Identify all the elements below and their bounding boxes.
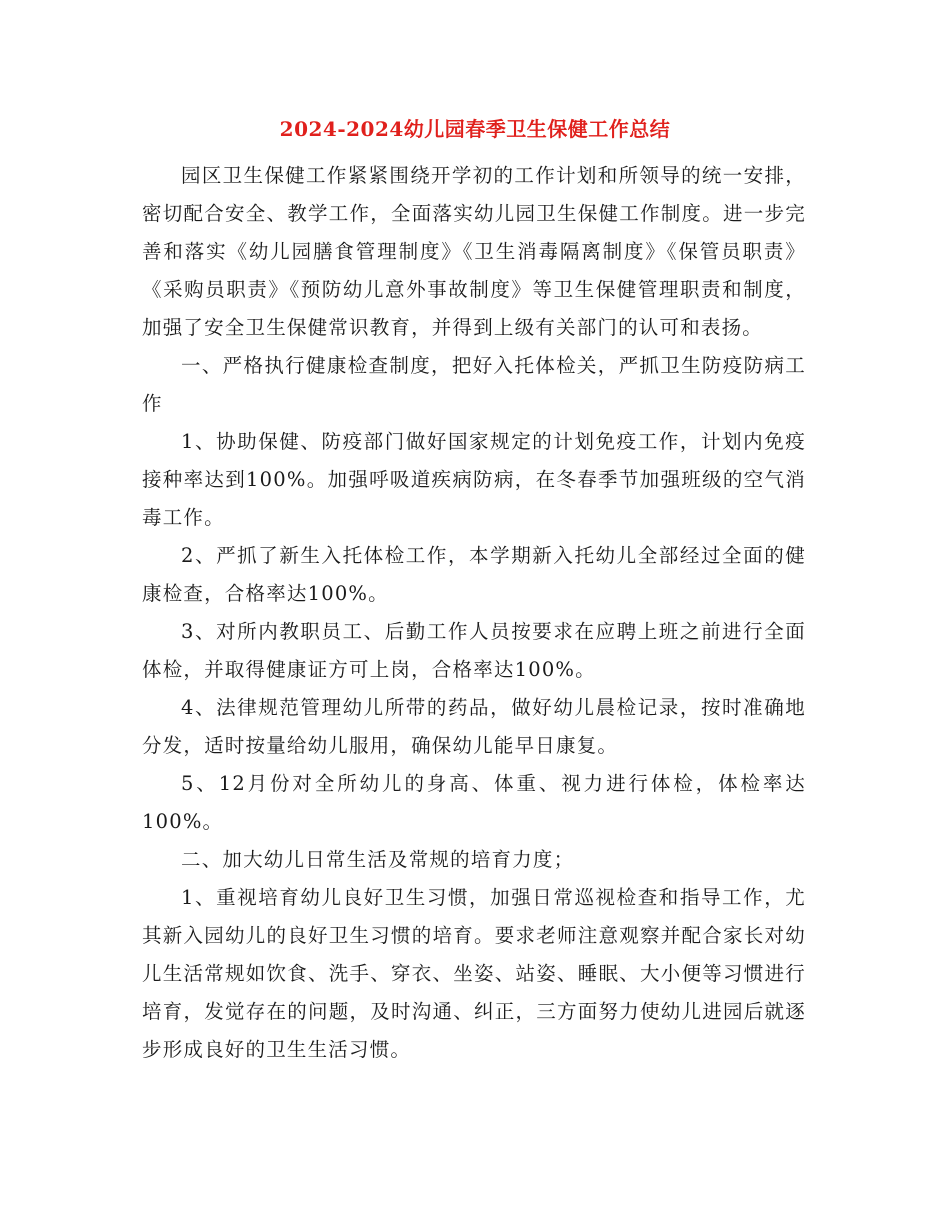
section-heading-2: 二、加大幼儿日常生活及常规的培育力度； — [181, 848, 575, 871]
paragraph-item-1-5: 5、12月份对全所幼儿的身高、体重、视力进行体检，体检率达100%。 — [142, 772, 806, 833]
paragraph-item-1-3: 3、对所内教职员工、后勤工作人员按要求在应聘上班之前进行全面体检，并取得健康证方可上岗，合格率达100%。 — [142, 620, 806, 681]
paragraph-item-2-1: 1、重视培育幼儿良好卫生习惯，加强日常巡视检查和指导工作，尤其新入园幼儿的良好卫生习惯的培育。要求老师注意观察并配合家长对幼儿生活常规如饮食、洗手、穿衣、坐姿、站姿、睡眠、大小便等习惯进行培育，发觉存在的问题，及时沟通、纠正，三方面努力使幼儿进园后就逐步形成良好的卫生生活习惯。 — [142, 886, 806, 1061]
section-heading-1: 一、严格执行健康检查制度，把好入托体检关，严抓卫生防疫防病工作 — [142, 354, 806, 415]
paragraph-item-1-4: 4、法律规范管理幼儿所带的药品，做好幼儿晨检记录，按时准确地分发，适时按量给幼儿服用，确保幼儿能早日康复。 — [142, 696, 806, 757]
document-body — [142, 157, 806, 1069]
paragraph-item-1-1: 1、协助保健、防疫部门做好国家规定的计划免疫工作，计划内免疫接种率达到100%。加强呼吸道疾病防病，在冬春季节加强班级的空气消毒工作。 — [142, 430, 806, 529]
paragraph-intro: 园区卫生保健工作紧紧围绕开学初的工作计划和所领导的统一安排，密切配合安全、教学工作，全面落实幼儿园卫生保健工作制度。进一步完善和落实《幼儿园膳食管理制度》《卫生消毒隔离制度》《保管员职责》《采购员职责》《预防幼儿意外事故制度》等卫生保健管理职责和制度，加强了安全卫生保健常识教育，并得到上级有关部门的认可和表扬。 — [142, 164, 806, 339]
document-title: 2024-2024幼儿园春季卫生保健工作总结 — [279, 117, 671, 141]
paragraph-item-1-2: 2、严抓了新生入托体检工作，本学期新入托幼儿全部经过全面的健康检查，合格率达100%。 — [142, 544, 806, 605]
